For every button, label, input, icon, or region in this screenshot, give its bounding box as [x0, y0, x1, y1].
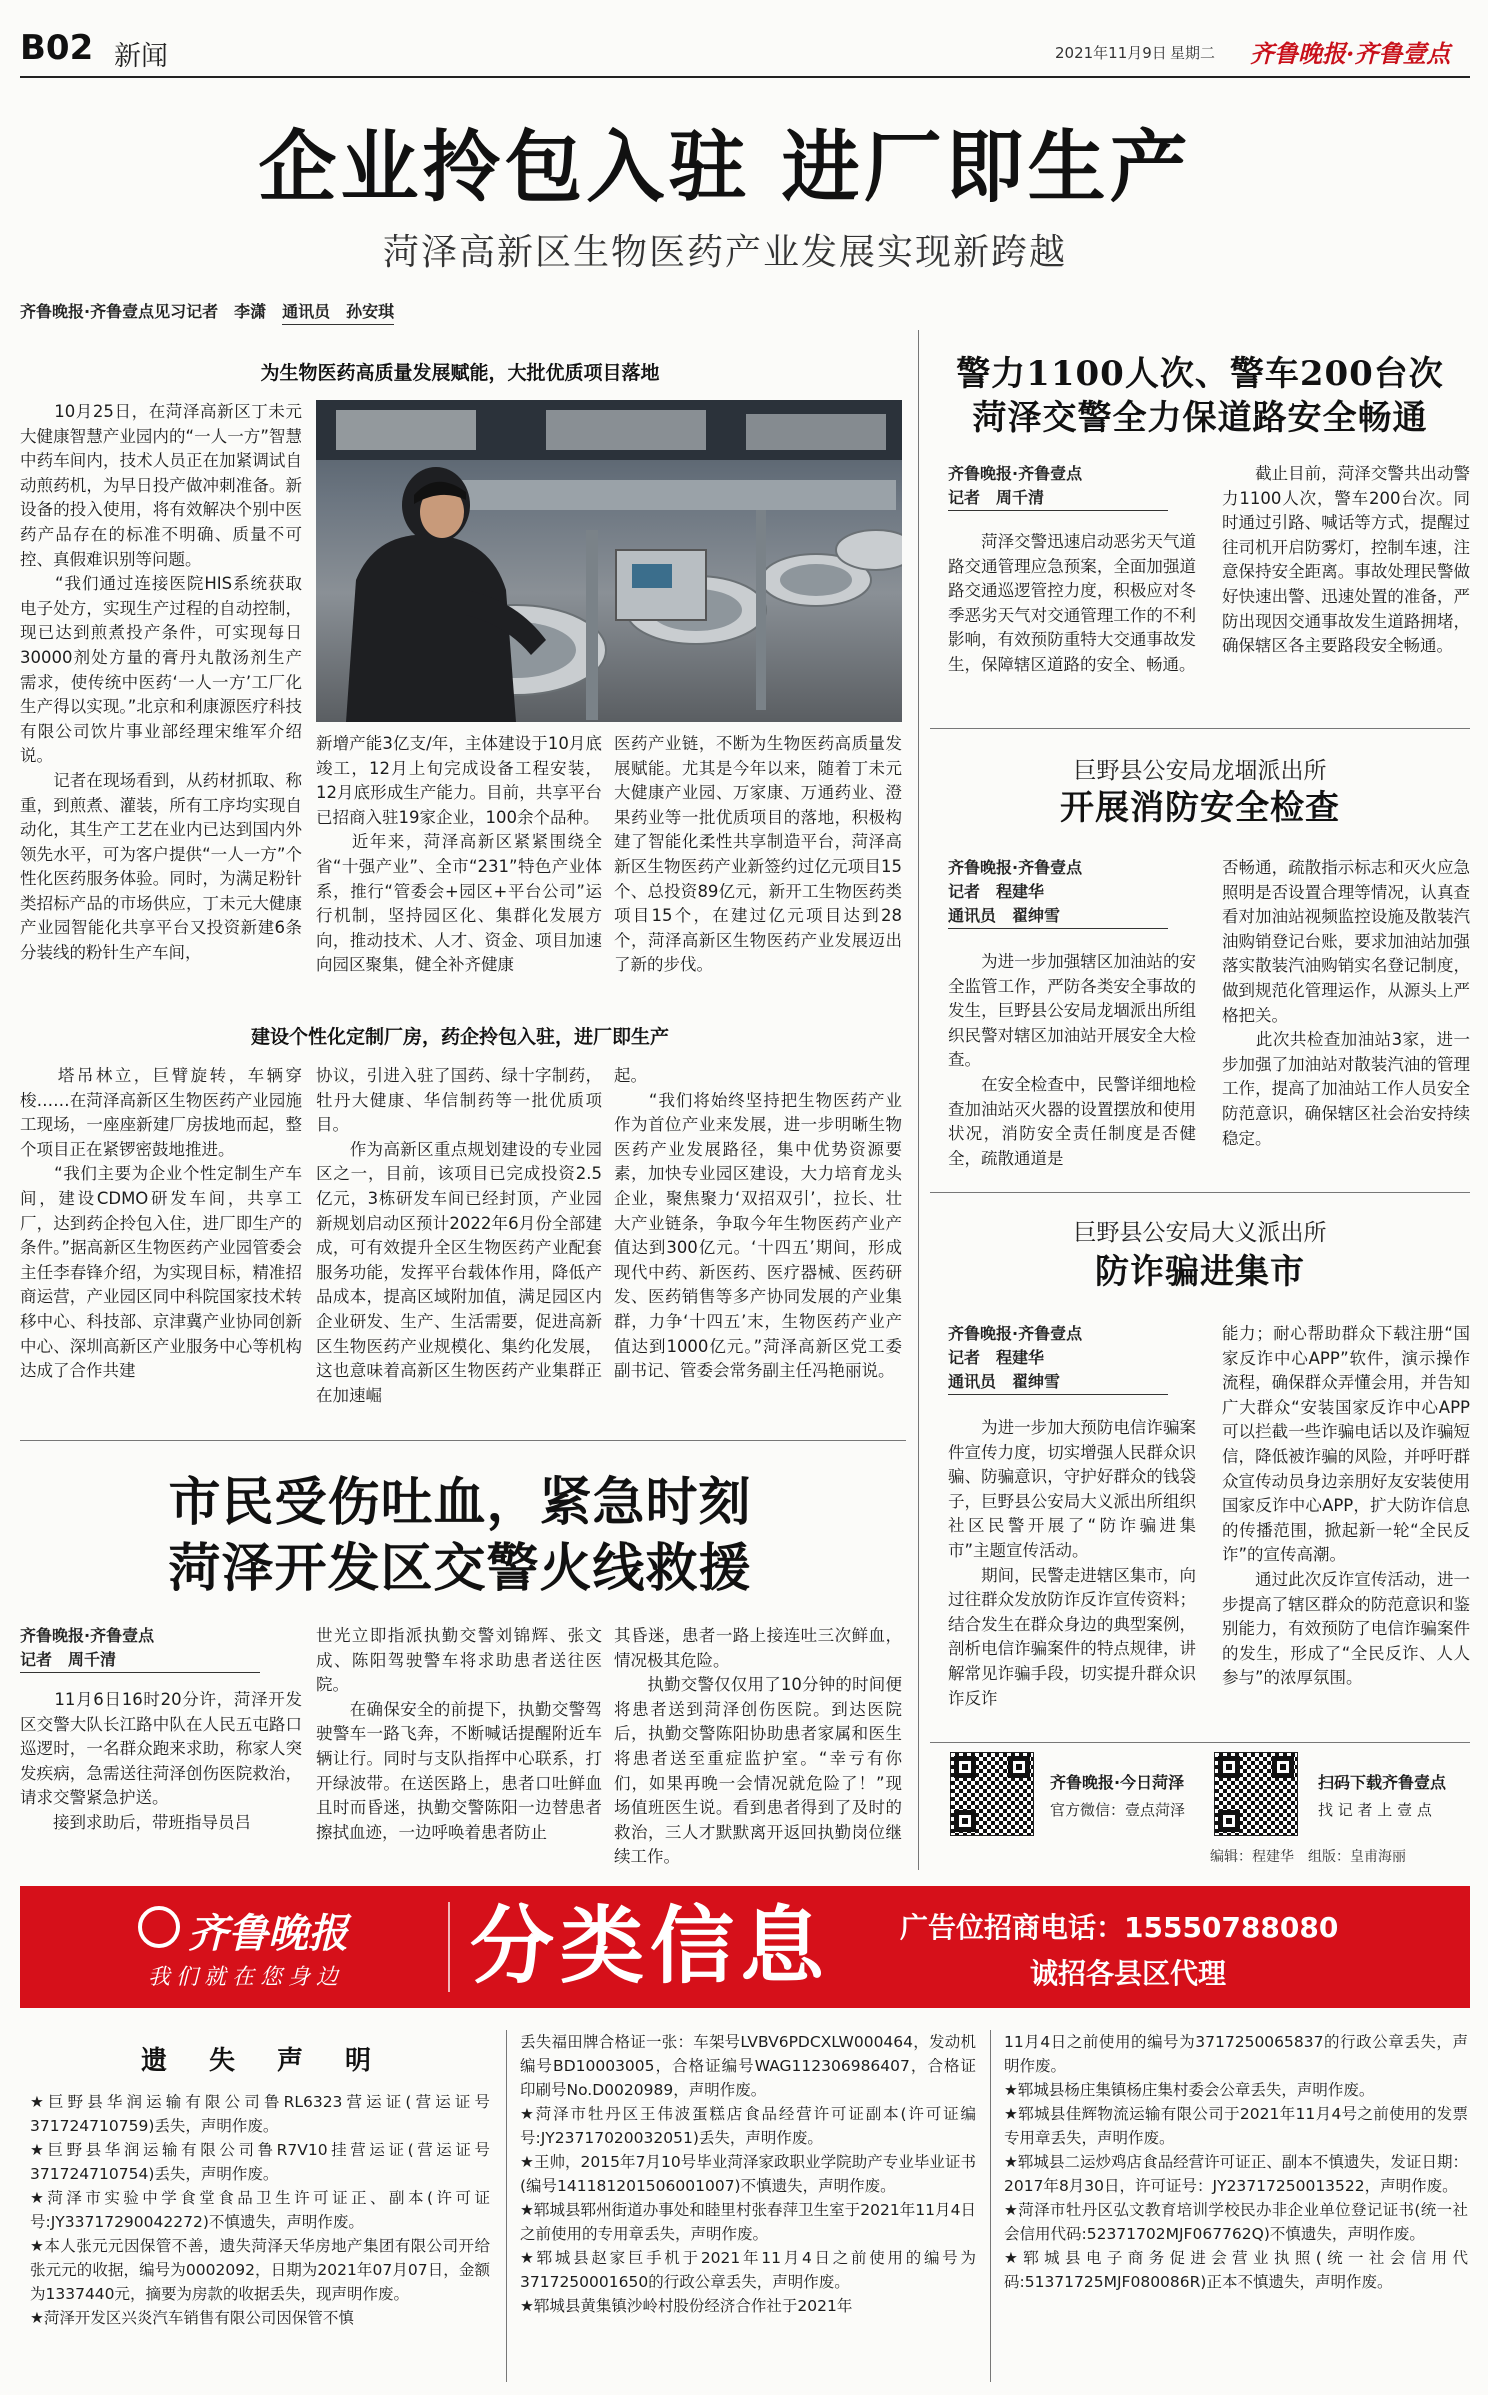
- qr2-sub: 找 记 者 上 壹 点: [1318, 1801, 1432, 1819]
- rescue-title-1: 市民受伤吐血，紧急时刻: [168, 1472, 752, 1533]
- section-name: 新闻: [114, 41, 168, 72]
- editor-credit: 编辑：程建华 组版：皇甫海丽: [1210, 1849, 1406, 1865]
- lead-s2-col1-text: 塔吊林立，巨臂旋转，车辆穿梭……在菏泽高新区生物医药产业园施工现场，一座座新建厂房拔地而起，整个项目正在紧锣密鼓地推进。 “我们主要为企业个性定制生产车间，建设CDMO研发车间，共享工厂，达到药企拎包入住，进厂即生产的条件。”据高新区生物医药产业园管委会主任李春锋介绍，为实现目标，精准招商运营，产业园区同中科院国家技术转移中心、科技部、京津冀产业协同创新中心、深圳高新区产业服务中心等机构达成了合作共建: [20, 1066, 302, 1381]
- lead-title: 企业拎包入驻 进厂即生产: [258, 122, 1192, 213]
- fraud-correspondent: 通讯员 翟绅雪: [948, 1370, 1168, 1395]
- lead-byline: 齐鲁晚报·齐鲁壹点见习记者 李潇 通讯员 孙安琪: [20, 300, 720, 325]
- traffic-reporter: 记者 周千清: [948, 486, 1168, 511]
- lead-section2-head: 建设个性化定制厂房，药企拎包入驻，进厂即生产: [250, 1026, 669, 1048]
- rescue-title-2: 菏泽开发区交警火线救援: [168, 1538, 752, 1599]
- issue-date: 2021年11月9日: [1055, 44, 1167, 62]
- traffic-col2: 截止目前，菏泽交警共出动警力1100人次，警车200台次。同时通过引路、喊话等方式，提醒过往司机开启防雾灯，控制车速，注意保持安全距离。事故处理民警做好快速出警、迅速处置的准备，严防出现因交通事故发生道路拥堵，确保辖区各主要路段安全畅通。: [1222, 464, 1470, 656]
- qr-code-app[interactable]: [1214, 1752, 1298, 1836]
- lead-section1-head: 为生物医药高质量发展赋能，大批优质项目落地: [260, 362, 660, 384]
- qr1-label: 齐鲁晚报·今日菏泽: [1050, 1773, 1185, 1792]
- traffic-col1: 菏泽交警迅速启动恶劣天气道路交通管理应急预案，全面加强道路交通巡逻管控力度，积极应对冬季恶劣天气对交通管理工作的不利影响，有效预防重特大交通事故发生，保障辖区道路的安全、畅通。: [948, 532, 1196, 674]
- fire-divider: [930, 1192, 1470, 1193]
- masthead-brand: 齐鲁晚报·齐鲁壹点: [1250, 39, 1451, 68]
- lead-s2-col2-text: 协议，引进入驻了国药、绿十字制药，牡丹大健康、华信制药等一批优质项目。 作为高新区重点规划建设的专业园区之一，目前，该项目已完成投资2.5亿元，3栋研发车间已经封顶，产业园新规划启动区预计2022年6月份全部建成，可有效提升全区生物医药产业配套服务功能，发挥平台载体作用，降低产品成本，提高区域附加值，满足园区内企业研发、生产、生活需要，促进高新区生物医药产业规模化、集约化发展，这也意味着高新区生物医药产业集群正在加速崛: [316, 1066, 602, 1405]
- rescue-byline: 齐鲁晚报·齐鲁壹点 记者 周千清: [20, 1624, 280, 1673]
- banner-agent: 诚招各县区代理: [1030, 1957, 1227, 1990]
- lead-s1-col1: [20, 400, 302, 1046]
- lead-correspondent: 通讯员 孙安琪: [282, 300, 394, 325]
- lead-s1-col3: [614, 732, 902, 1046]
- qr1-text: [1050, 1770, 1210, 1820]
- classified-col1: ★巨野县华润运输有限公司鲁RL6323营运证(营运证号371724710759)丢失，声明作废。 ★巨野县华润运输有限公司鲁R7V10挂营运证(营运证号371724710754)丢失，声明作废。 ★菏泽市实验中学食堂食品卫生许可证正、副本(许可证号:JY33717290042272)不慎遗失，声明作废。 ★本人张元元因保管不善，遗失菏泽天华房地产集团有限公司开给张元元的收据，编号为0002092，日期为2021年07月07日，金额为1337440元，摘要为房款的收据丢失，现声明作废。 ★菏泽开发区兴炎汽车销售有限公司因保管不慎: [30, 2093, 490, 2327]
- rescue-col2: 世光立即指派执勤交警刘锦辉、张文成、陈阳驾驶警车将求助患者送往医院。 在确保安全的前提下，执勤交警驾驶警车一路飞奔，不断喊话提醒附近车辆让行。同时与支队指挥中心联系，打开绿波带。在送医路上，患者口吐鲜血且时而昏迷，执勤交警陈阳一边替患者擦拭血迹，一边呼唤着患者防止: [316, 1626, 602, 1842]
- traffic-divider: [930, 728, 1470, 729]
- traffic-title-1: 警力1100人次、警车200台次: [956, 354, 1444, 394]
- rescue-col1: 11月6日16时20分许，菏泽开发区交警大队长江路中队在人民五屯路口巡逻时，一名群众跑来求助，称家人突发疾病，急需送往菏泽创伤医院救治，请求交警紧急护送。 接到求助后，带班指导员吕: [20, 1690, 302, 1832]
- classified-col3: 11月4日之前使用的编号为3717250065837的行政公章丢失，声明作废。 ★郓城县杨庄集镇杨庄集村委会公章丢失，声明作废。 ★郓城县佳辉物流运输有限公司于2021年11月4号之前使用的发票专用章丢失，声明作废。 ★郓城县二运炒鸡店食品经营许可证正、副本不慎遗失，发证日期：2017年8月30日，许可证号：JY23717250013522，声明作废。 ★菏泽市牡丹区弘文教育培训学校民办非企业单位登记证书(统一社会信用代码:52371702MJF067762Q)不慎遗失，声明作废。 ★郓城县电子商务促进会营业执照(统一社会信用代码:51371725MJF080086R)正本不慎遗失，声明作废。: [1004, 2033, 1468, 2291]
- fire-title: 开展消防安全检查: [1060, 788, 1340, 828]
- classified-banner: [20, 1886, 1470, 2008]
- lead-s2-col1: [20, 1064, 302, 1422]
- classified-col2: 丢失福田牌合格证一张：车架号LVBV6PDCXLW000464，发动机编号BD10003005，合格证编号WAG112306986407，合格证印刷号No.D0020989，声明作废。 ★菏泽市牡丹区王伟波蛋糕店食品经营许可证副本(许可证编号:JY23717020032051)丢失，声明作废。 ★王帅，2015年7月10号毕业菏泽家政职业学院助产专业毕业证书(编号141181201506001007)不慎遗失，声明作废。 ★郓城县郓州街道办事处和睦里村张春萍卫生室于2021年11月4日之前使用的专用章丢失，声明作废。 ★郓城县赵家巨手机于2021年11月4日之前使用的编号为3717250001650的行政公章丢失，声明作废。 ★郓城县黄集镇沙岭村股份经济合作社于2021年: [520, 2033, 976, 2315]
- classified-divider-2: [990, 2030, 991, 2382]
- fire-col1: 为进一步加强辖区加油站的安全监管工作，严防各类安全事故的发生，巨野县公安局龙堌派出所组织民警对辖区加油站开展安全大检查。 在安全检查中，民警详细地检查加油站灭火器的设置摆放和使用状况，消防安全责任制度是否健全，疏散通道是: [948, 952, 1196, 1168]
- lead-s1-col1-text: 10月25日，在菏泽高新区丁未元大健康智慧产业园内的“一人一方”智慧中药车间内，技术人员正在加紧调试自动煎药机，为早日投产做冲刺准备。新设备的投入使用，将有效解决个别中医药产品存在的标准不明确、质量不可控、真假难识别等问题。 “我们通过连接医院HIS系统获取电子处方，实现生产过程的自动控制，现已达到煎煮投产条件，可实现每日30000剂处方量的膏丹丸散汤剂生产需求，使传统中医药‘一人一方’工厂化生产得以实现。”北京和利康源医疗科技有限公司饮片事业部经理宋维军介绍说。 记者在现场看到，从药材抓取、称重，到煎煮、灌装，所有工序均实现自动化，其生产工艺在业内已达到国内外领先水平，可为客户提供“一人一方”个性化医药服务体验。同时，为满足粉针类招标产品的市场供应，丁未元大健康产业园智能化共享平台又投资新建6条分装线的粉针生产车间，: [20, 402, 302, 963]
- fire-correspondent: 通讯员 翟绅雪: [948, 904, 1168, 929]
- fire-reporter: 记者 程建华: [948, 882, 1045, 901]
- rescue-reporter: 记者 周千清: [20, 1648, 260, 1673]
- lead-bottom-rule: [20, 1440, 906, 1441]
- qr2-label: 扫码下载齐鲁壹点: [1318, 1773, 1447, 1792]
- rescue-col3: 其昏迷，患者一路上接连吐三次鲜血，情况极其危险。 执勤交警仅仅用了10分钟的时间便将患者送到菏泽创伤医院。到达医院后，执勤交警陈阳协助患者家属和医生将患者送至重症监护室。“幸亏有你们，如果再晚一会情况就危险了！”现场值班医生说。看到患者得到了及时的救治，三人才默默离开返回执勤岗位继续工作。: [614, 1626, 902, 1867]
- lead-s2-col3-text: 起。 “我们将始终坚持把生物医药产业作为首位产业来发展，进一步明晰生物医药产业发展路径，集中优势资源要素，加快专业园区建设，大力培育龙头企业，聚焦聚力‘双招双引’，拉长、壮大产业链条，争取今年生物医药产业产值达到300亿元。‘十四五’期间，形成现代中药、新医药、医疗器械、医药研发、医药销售等多产协同发展的产业集群，力争‘十四五’末，生物医药产业产值达到1000亿元。”菏泽高新区党工委副书记、管委会常务副主任冯艳丽说。: [614, 1066, 902, 1381]
- fraud-reporter: 记者 程建华: [948, 1348, 1045, 1367]
- lead-s2-col3: [614, 1064, 902, 1422]
- banner-slogan: 我们就在您身边: [148, 1965, 345, 1990]
- lead-subtitle: 菏泽高新区生物医药产业发展实现新跨越: [382, 232, 1067, 273]
- classified-heading: 遗 失 声 明: [140, 2046, 379, 2076]
- banner-title: 分类信息: [470, 1897, 831, 1995]
- header-rule: [20, 76, 1470, 78]
- banner-logo-icon: [138, 1906, 180, 1948]
- fire-kicker: 巨野县公安局龙堌派出所: [1073, 758, 1327, 784]
- fraud-byline: 齐鲁晚报·齐鲁壹点 记者 程建华 通讯员 翟绅雪: [948, 1322, 1188, 1395]
- lead-s1-col3-text: 医药产业链，不断为生物医药高质量发展赋能。尤其是今年以来，随着丁未元大健康产业园、万家康、万通药业、澄果药业等一批优质项目的落地，积极构建了智能化柔性共享制造平台，菏泽高新区生物医药产业新签约过亿元项目15个、总投资89亿元，新开工生物医药类项目15个，在建过亿元项目达到28个，菏泽高新区生物医药产业发展迈出了新的步伐。: [614, 734, 902, 975]
- page-number: B02: [20, 28, 94, 68]
- classified-divider-1: [506, 2030, 507, 2382]
- banner-logo: 齐鲁晚报: [188, 1910, 348, 1957]
- fraud-col1: 为进一步加大预防电信诈骗案件宣传力度，切实增强人民群众识骗、防骗意识，守护好群众的钱袋子，巨野县公安局大义派出所组织社区民警开展了“防诈骗进集市”主题宣传活动。 期间，民警走进辖区集市，向过往群众发放防诈反诈宣传资料；结合发生在群众身边的典型案例，剖析电信诈骗案件的特点规律，讲解常见诈骗手段，切实提升群众识诈反诈: [948, 1418, 1196, 1708]
- qr-code-wechat[interactable]: [950, 1752, 1034, 1836]
- traffic-title-2: 菏泽交警全力保道路安全畅通: [972, 398, 1428, 438]
- factory-photo-svg: [316, 400, 902, 722]
- fraud-divider: [930, 1742, 1470, 1743]
- fire-col2: 否畅通，疏散指示标志和灭火应急照明是否设置合理等情况，认真查看对加油站视频监控设施及散装汽油购销登记台账，要求加油站加强落实散装汽油购销实名登记制度，做到规范化管理运作，从源头上严格把关。 此次共检查加油站3家，进一步加强了加油站对散装汽油的管理工作，提高了加油站工作人员安全防范意识，确保辖区社会治安持续稳定。: [1222, 858, 1470, 1148]
- fraud-title: 防诈骗进集市: [1095, 1252, 1305, 1292]
- fire-byline: 齐鲁晚报·齐鲁壹点 记者 程建华 通讯员 翟绅雪: [948, 856, 1188, 929]
- issue-weekday: 星期二: [1170, 44, 1216, 62]
- banner-divider: [448, 1902, 450, 1992]
- fraud-kicker: 巨野县公安局大义派出所: [1073, 1220, 1327, 1246]
- qr1-sub: 官方微信：壹点菏泽: [1050, 1801, 1186, 1819]
- lead-s2-col2: [316, 1064, 602, 1422]
- lead-s1-col2: [316, 732, 602, 1046]
- page-header: [20, 24, 1470, 76]
- column-divider: [918, 330, 919, 1870]
- banner-hotline: 广告位招商电话：15550788080: [900, 1911, 1339, 1944]
- factory-photo: [316, 400, 902, 722]
- lead-s1-col2-text: 新增产能3亿支/年，主体建设于10月底竣工，12月上旬完成设备工程安装，12月底形成生产能力。目前，共享平台已招商入驻19家企业，100余个品种。 近年来，菏泽高新区紧紧围绕全省“十强产业”、全市“231”特色产业体系，推行“管委会+园区+平台公司”运行机制，坚持园区化、集群化发展方向，推动技术、人才、资金、项目加速向园区聚集，健全补齐健康: [316, 734, 602, 975]
- qr2-text: [1318, 1770, 1478, 1820]
- fraud-col2: 能力；耐心帮助群众下载注册“国家反诈中心APP”软件，演示操作流程，确保群众弄懂会用，并告知广大群众“安装国家反诈中心APP可以拦截一些诈骗电话以及诈骗短信，降低被诈骗的风险，并呼吁群众宣传动员身边亲朋好友安装使用国家反诈中心APP，扩大防诈信息的传播范围，掀起新一轮“全民反诈”的宣传高潮。 通过此次反诈宣传活动，进一步提高了辖区群众的防范意识和鉴别能力，有效预防了电信诈骗案件的发生，形成了“全民反诈、人人参与”的浓厚氛围。: [1222, 1324, 1470, 1688]
- traffic-byline: 齐鲁晚报·齐鲁壹点 记者 周千清: [948, 462, 1188, 511]
